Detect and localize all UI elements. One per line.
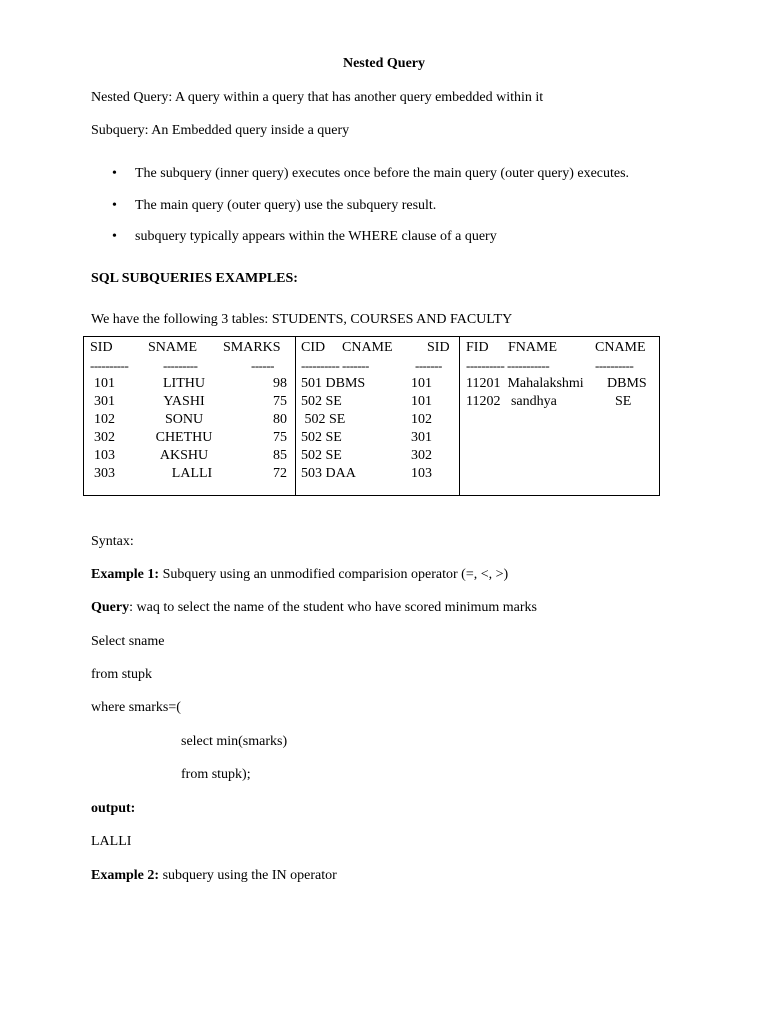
syntax-label: Syntax:	[91, 534, 134, 549]
code-line: select min(smarks)	[181, 734, 288, 749]
bullet-list	[112, 165, 629, 260]
table-cell: 302	[411, 448, 432, 463]
faculty-dash-cname: ----------	[595, 358, 634, 373]
table-cell: 72	[273, 466, 287, 481]
table-cell: SONU	[164, 412, 204, 427]
examples-heading: SQL SUBQUERIES EXAMPLES:	[91, 271, 298, 286]
table-cell: YASHI	[163, 394, 205, 409]
code-line: from stupk	[91, 667, 153, 682]
table-cell: 303	[94, 466, 115, 481]
query-1-text: : waq to select the name of the student who have scored minimum marks	[129, 600, 537, 615]
example-1-label: Example 1:	[91, 567, 160, 582]
courses-dash-sid: -------	[415, 358, 442, 373]
tables-intro: We have the following 3 tables: STUDENTS, COURSES AND FACULTY	[91, 312, 513, 327]
query-1-label: Query	[91, 600, 130, 615]
table-cell: 301	[411, 430, 432, 445]
table-cell: 75	[273, 430, 287, 445]
table-cell: 103	[94, 448, 115, 463]
courses-dash-left: ---------- -------	[301, 358, 369, 373]
table-cell: 501 DBMS	[301, 376, 366, 391]
example-2	[91, 867, 337, 885]
faculty-dash-left: ---------- -----------	[466, 358, 550, 373]
table-cell: 101	[94, 376, 115, 391]
table-cell: 98	[273, 376, 287, 391]
example-2-label: Example 2:	[91, 868, 160, 883]
bullet-icon: •	[112, 197, 117, 213]
courses-header-cid: CID	[301, 340, 326, 355]
output-label: output:	[91, 801, 136, 816]
students-dash-sid: ----------	[90, 358, 129, 373]
courses-table	[295, 337, 460, 495]
table-cell: DBMS	[607, 376, 647, 391]
table-cell: 302	[94, 430, 115, 445]
table-cell: 80	[273, 412, 287, 427]
code-line: from stupk);	[181, 767, 251, 782]
table-cell: 101	[411, 394, 432, 409]
table-cell: 502 SE	[301, 430, 342, 445]
table-cell: SE	[615, 394, 632, 409]
faculty-header-cname: CNAME	[595, 340, 646, 355]
faculty-table	[459, 337, 659, 495]
students-dash-smarks: ------	[251, 358, 274, 373]
subquery-definition: Subquery: An Embedded query inside a query	[91, 123, 350, 138]
table-cell: 102	[411, 412, 432, 427]
page-title: Nested Query	[342, 56, 426, 71]
students-table	[84, 337, 296, 495]
bullet-item: • The main query (outer query) use the subquery result.	[112, 197, 437, 213]
table-cell: LITHU	[163, 376, 205, 391]
courses-header-cname: CNAME	[342, 340, 393, 355]
courses-header-sid: SID	[427, 340, 450, 355]
table-cell: 11202 sandhya	[466, 394, 557, 409]
table-cell: 85	[273, 448, 287, 463]
students-header-smarks: SMARKS	[223, 340, 281, 355]
table-cell: 102	[94, 412, 115, 427]
query-1	[91, 599, 537, 617]
students-header-sname: SNAME	[148, 340, 198, 355]
data-tables	[83, 336, 660, 496]
table-cell: 301	[94, 394, 115, 409]
bullet-icon: •	[112, 229, 117, 244]
example-2-text: subquery using the IN operator	[159, 868, 337, 883]
bullet-item: • The subquery (inner query) executes once before the main query (outer query) executes.	[112, 166, 630, 181]
table-cell: 11201 Mahalakshmi	[466, 376, 584, 391]
bullet-item: • subquery typically appears within the WHERE clause of a query	[112, 229, 497, 244]
table-cell: AKSHU	[159, 448, 209, 463]
bullet-icon: •	[112, 166, 117, 181]
table-cell: 101	[411, 376, 432, 391]
example-1	[91, 566, 508, 584]
example-1-text: Subquery using an unmodified comparision operator (=, <, >)	[159, 567, 509, 582]
table-cell: 502 SE	[301, 412, 346, 427]
table-cell: 75	[273, 394, 287, 409]
nested-query-definition: Nested Query: A query within a query that has another query embedded within it	[91, 90, 544, 105]
table-cell: 502 SE	[301, 448, 342, 463]
table-cell: 502 SE	[301, 394, 342, 409]
table-cell: CHETHU	[155, 430, 213, 445]
table-cell: LALLI	[171, 466, 213, 481]
table-cell: 103	[411, 466, 432, 481]
table-cell: 503 DAA	[301, 466, 356, 481]
students-dash-sname: ---------	[163, 358, 198, 373]
output-value: LALLI	[91, 834, 132, 849]
faculty-header-fname: FNAME	[508, 340, 558, 355]
students-header-sid: SID	[90, 340, 113, 355]
code-line: where smarks=(	[91, 700, 181, 715]
code-line: Select sname	[91, 634, 165, 649]
faculty-header-fid: FID	[466, 340, 489, 355]
